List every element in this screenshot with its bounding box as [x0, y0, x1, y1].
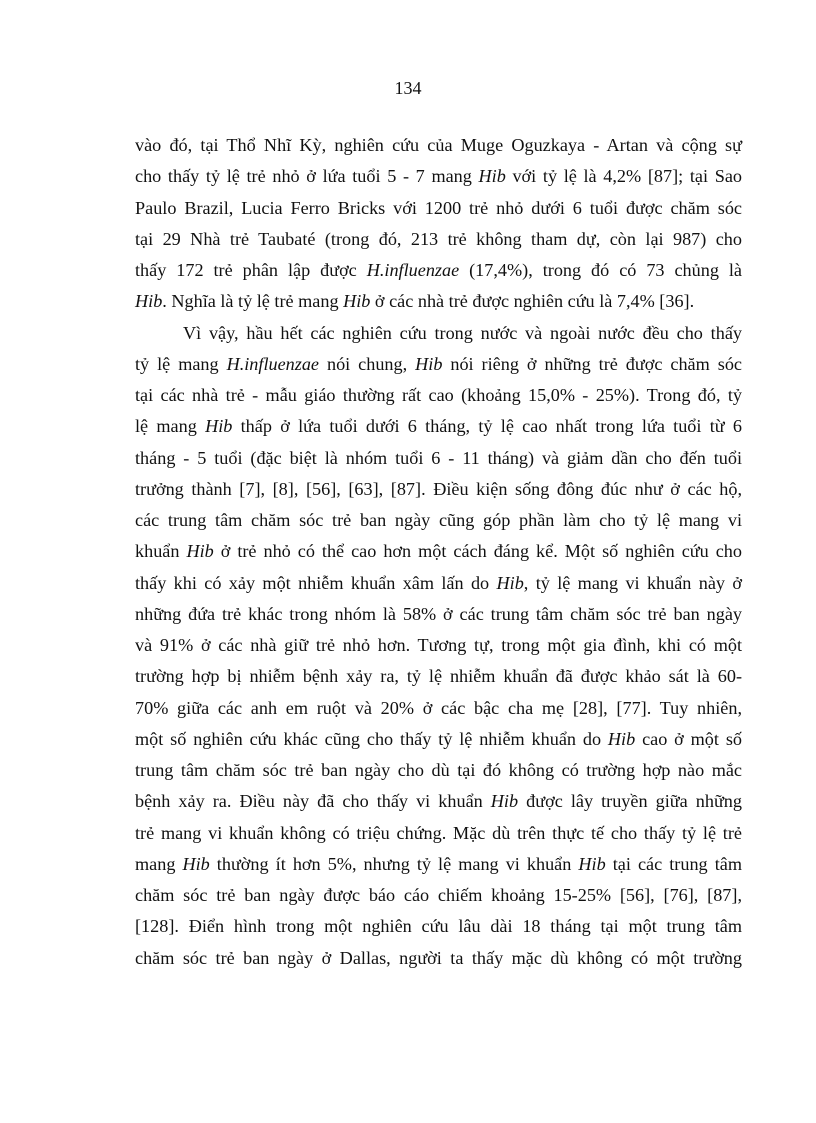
- text-segment: chăm sóc trẻ ban ngày được báo cáo chiếm khoảng 15-25% [56], [76], [87],: [135, 885, 742, 905]
- text-line: [135, 849, 742, 880]
- italic-term: H.influenzae: [226, 353, 320, 374]
- text-segment: bệnh xảy ra. Điều này đã cho thấy vi khuẩn: [135, 791, 491, 812]
- text-segment: [128]. Điển hình trong một nghiên cứu lâu dài 18 tháng tại một trung tâm: [135, 916, 742, 937]
- text-segment: , tỷ lệ mang vi khuẩn này ở: [523, 572, 742, 593]
- text-segment: tháng - 5 tuổi (đặc biệt là nhóm tuổi 6 - 11 tháng) và giảm dần cho đến tuổi: [135, 447, 742, 468]
- text-segment: khuẩn: [135, 541, 187, 562]
- text-segment: 70% giữa các anh em ruột và 20% ở các bậc cha mẹ [28], [77]. Tuy nhiên,: [135, 697, 742, 718]
- text-segment: Vì vậy, hầu hết các nghiên cứu trong nước và ngoài nước đều cho thấy: [183, 322, 742, 343]
- text-line: [135, 943, 742, 974]
- text-segment: trẻ mang vi khuẩn không có triệu chứng. Mặc dù trên thực tế cho thấy tỷ lệ trẻ: [135, 822, 742, 843]
- text-line: [135, 255, 742, 286]
- text-segment: trường hợp bị nhiễm bệnh xảy ra, tỷ lệ nhiễm khuẩn đã được khảo sát là 60-: [135, 666, 742, 687]
- text-segment: và 91% ở các nhà giữ trẻ nhỏ hơn. Tương tự, trong một gia đình, khi có một: [135, 635, 742, 655]
- text-line: [135, 349, 742, 380]
- text-line: [135, 911, 742, 942]
- italic-term: Hib: [205, 416, 233, 437]
- text-line: [135, 755, 742, 786]
- text-line: [135, 880, 742, 911]
- italic-term: Hib: [578, 853, 606, 874]
- italic-term: Hib: [478, 166, 506, 187]
- text-line: [135, 693, 742, 724]
- italic-term: Hib: [182, 853, 210, 874]
- text-segment: mang: [135, 853, 183, 874]
- italic-term: Hib: [135, 291, 163, 312]
- text-segment: trưởng thành [7], [8], [56], [63], [87]. Điều kiện sống đông đúc như ở các hộ,: [135, 478, 742, 499]
- text-segment: cho thấy tỷ lệ trẻ nhỏ ở lứa tuổi 5 - 7 mang: [135, 166, 479, 187]
- text-line: [135, 286, 742, 317]
- text-segment: ở các nhà trẻ được nghiên cứu là 7,4% [36].: [370, 291, 695, 312]
- body-text: [135, 130, 742, 974]
- text-segment: với tỷ lệ là 4,2% [87]; tại Sao: [505, 166, 742, 187]
- italic-term: Hib: [186, 541, 214, 562]
- text-line: [135, 411, 742, 442]
- italic-term: Hib: [415, 353, 443, 374]
- text-line: [135, 818, 742, 849]
- text-line: [135, 630, 742, 661]
- text-segment: vào đó, tại Thổ Nhĩ Kỳ, nghiên cứu của Muge Oguzkaya - Artan và cộng sự: [135, 135, 742, 155]
- text-segment: tại các trung tâm: [605, 853, 742, 874]
- text-line: [135, 505, 742, 536]
- text-line: [135, 130, 742, 161]
- text-segment: . Nghĩa là tỷ lệ trẻ mang: [162, 291, 344, 312]
- text-segment: cao ở một số: [635, 728, 742, 749]
- text-segment: chăm sóc trẻ ban ngày ở Dallas, người ta thấy mặc dù không có một trường: [135, 947, 742, 968]
- italic-term: Hib: [607, 728, 636, 749]
- italic-term: Hib: [496, 572, 524, 593]
- text-segment: các trung tâm chăm sóc trẻ ban ngày cũng góp phần làm cho tỷ lệ mang vi: [135, 510, 742, 530]
- text-segment: một số nghiên cứu khác cũng cho thấy tỷ lệ nhiễm khuẩn do: [135, 728, 608, 749]
- italic-term: Hib: [343, 291, 371, 312]
- text-segment: Paulo Brazil, Lucia Ferro Bricks với 1200 trẻ nhỏ dưới 6 tuổi được chăm sóc: [135, 197, 742, 218]
- text-line: [135, 474, 742, 505]
- text-line: [135, 724, 742, 755]
- text-line: [135, 599, 742, 630]
- text-segment: tỷ lệ mang: [135, 353, 227, 374]
- text-line: [135, 224, 742, 255]
- text-segment: nói riêng ở những trẻ được chăm sóc: [442, 353, 742, 374]
- text-segment: (17,4%), trong đó có 73 chủng là: [459, 260, 742, 280]
- text-line: [135, 786, 742, 817]
- text-segment: ở trẻ nhỏ có thể cao hơn một cách đáng kể. Một số nghiên cứu cho: [213, 541, 742, 562]
- text-line: [135, 443, 742, 474]
- text-line: [135, 318, 742, 349]
- text-segment: những đứa trẻ khác trong nhóm là 58% ở các trung tâm chăm sóc trẻ ban ngày: [135, 603, 742, 624]
- italic-term: H.influenzae: [366, 260, 460, 280]
- text-segment: tại các nhà trẻ - mẫu giáo thường rất cao (khoảng 15,0% - 25%). Trong đó, tỷ: [135, 385, 742, 405]
- text-segment: nói chung,: [319, 353, 416, 374]
- text-segment: thấp ở lứa tuổi dưới 6 tháng, tỷ lệ cao nhất trong lứa tuổi từ 6: [232, 416, 742, 437]
- text-line: [135, 536, 742, 567]
- text-segment: thường ít hơn 5%, nhưng tỷ lệ mang vi khuẩn: [209, 853, 579, 874]
- text-line: [135, 661, 742, 692]
- text-segment: trung tâm chăm sóc trẻ ban ngày cho dù tại đó không có trường hợp nào mắc: [135, 760, 742, 780]
- page-number: 134: [394, 78, 422, 98]
- text-line: [135, 380, 742, 411]
- text-segment: thấy khi có xảy một nhiễm khuẩn xâm lấn do: [135, 572, 497, 593]
- text-segment: lệ mang: [135, 416, 206, 437]
- italic-term: Hib: [490, 791, 519, 812]
- text-line: [135, 161, 742, 192]
- text-line: [135, 568, 742, 599]
- text-segment: thấy 172 trẻ phân lập được: [135, 260, 367, 280]
- text-segment: tại 29 Nhà trẻ Taubaté (trong đó, 213 trẻ không tham dự, còn lại 987) cho: [135, 228, 742, 249]
- text-line: [135, 193, 742, 224]
- text-segment: được lây truyền giữa những: [518, 791, 742, 812]
